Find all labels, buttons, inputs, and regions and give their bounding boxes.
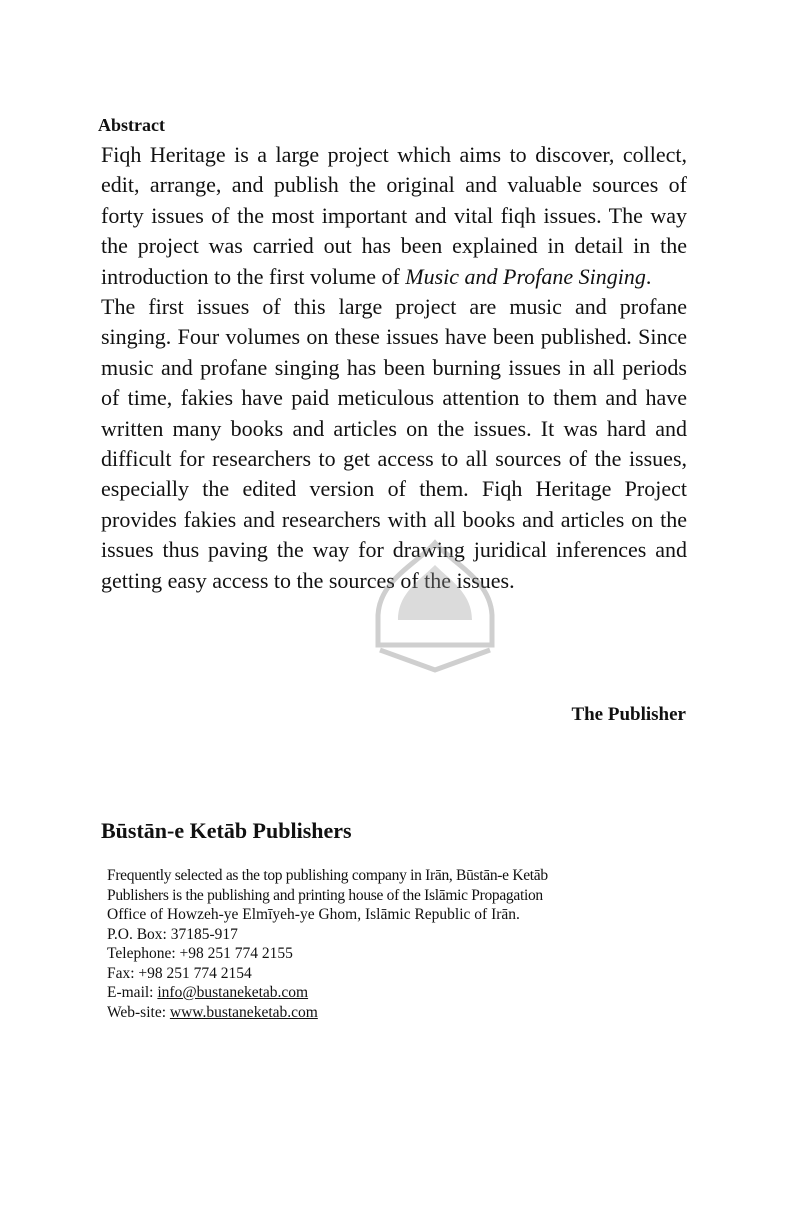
telephone: Telephone: +98 251 774 2155 [107,945,293,962]
email-link[interactable]: info@bustaneketab.com [157,984,309,1001]
publisher-description-line: Office of Howzeh-ye Elmīyeh-ye Ghom, Islāmic Republic of Irān. [107,906,520,923]
abstract-paragraph-1-end: . [645,263,652,289]
po-box: P.O. Box: 37185-917 [107,925,238,943]
publisher-description-line: Publishers is the publishing and printing house of the Islāmic Propagation [107,886,543,904]
abstract-body [101,140,687,596]
signature-the-publisher: The Publisher [571,704,686,725]
website-label: Web-site: [107,1003,170,1021]
abstract-heading: Abstract [98,115,165,135]
book-title: Music and Profane Singing [405,263,646,289]
email-label: E-mail: [107,984,158,1001]
abstract-paragraph-1 [101,140,687,292]
publisher-heading: Būstān-e Ketāb Publishers [101,818,352,843]
website-row [107,1003,707,1023]
publisher-info [107,866,707,1022]
abstract-paragraph-1-text: Fiqh Heritage is a large project which aims to discover, collect, edit, arrange, and publish the original and valuable sources of forty issues of the most important and vital fiqh issues. The way the project was carried out has been explained in detail in the introduction to the first volume of [101,142,687,289]
website-link[interactable]: www.bustaneketab.com [169,1003,318,1021]
publisher-description-line: Frequently selected as the top publishing company in Irān, Būstān-e Ketāb [107,867,548,884]
abstract-paragraph-2: The first issues of this large project are music and profane singing. Four volumes on these issues have been published. Since music and profane singing has been burning issues in all periods of time, fakies have paid meticulous attention to them and have written many books and articles on the issues. It was hard and difficult for researchers to get access to all sources of the issues, especially the edited version of them. Fiqh Heritage Project provides fakies and researchers with all books and articles on the issues thus paving the way for drawing juridical inferences and getting easy access to the sources of the issues. [101,294,687,593]
fax: Fax: +98 251 774 2154 [107,964,252,982]
email-row [107,983,707,1003]
